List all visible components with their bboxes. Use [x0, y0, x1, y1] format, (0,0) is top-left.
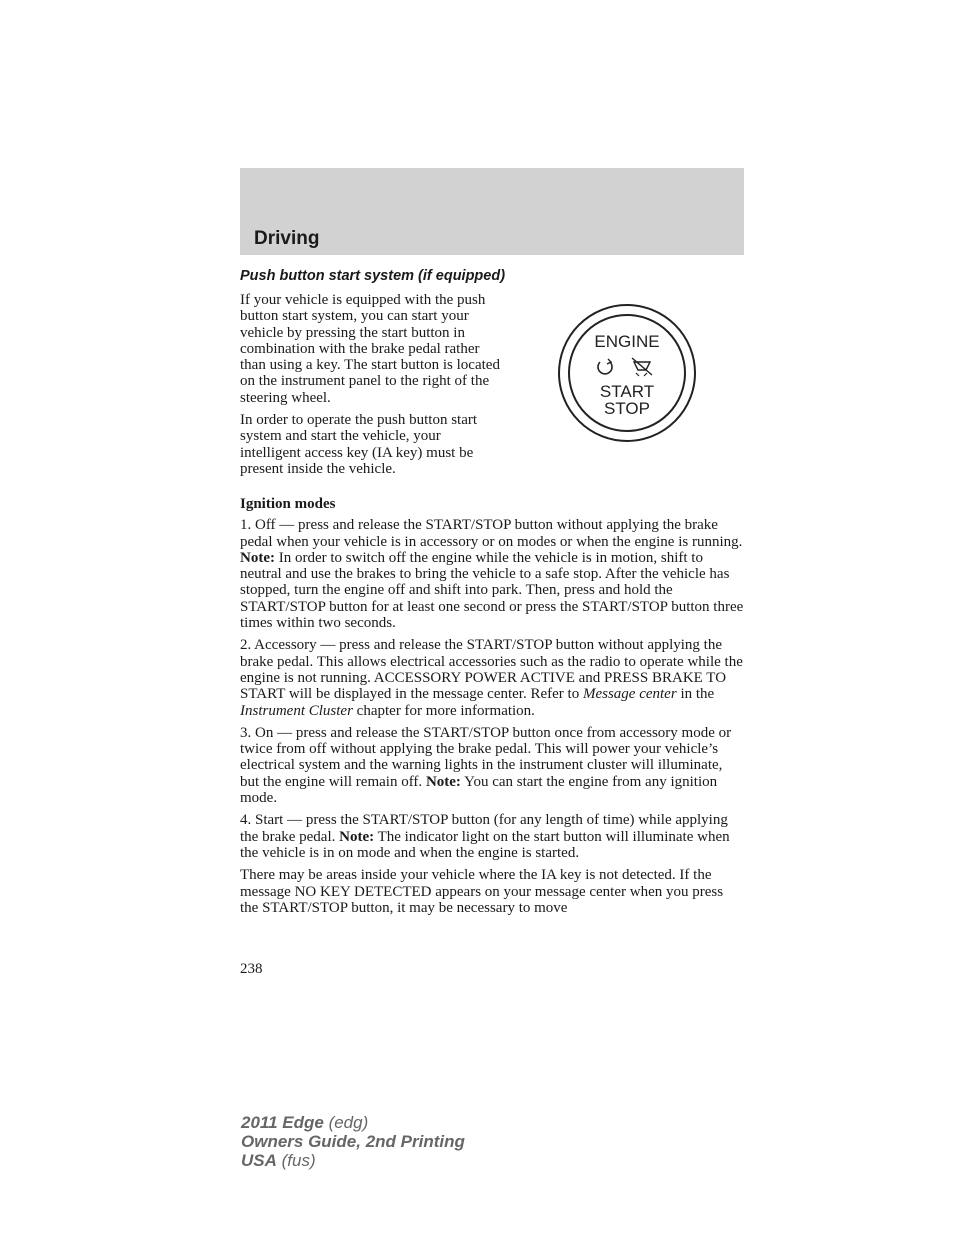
page-number: 238 [240, 961, 263, 977]
ignition-mode-accessory: 2. Accessory — press and release the START/STOP button without applying the brake pedal. This allows electrical accessories such as the radio to operate while the engine is not running. ACCESSORY POWER ACTIVE and PRESS BRAKE TO START will be displayed in the message center. Refer to Message center in the Instrument Cluster chapter for more information. [240, 637, 743, 719]
intro-paragraph-2: In order to operate the push button start system and start the vehicle, your intelligent access key (IA key) must be present inside the vehicle. [240, 412, 478, 477]
intro-paragraph-1: If your vehicle is equipped with the push button start system, you can start your vehicle by pressing the start button in combination with the brake pedal rather than using a key. The start button is located on the instrument panel to the right of the steering wheel. [240, 292, 500, 406]
note-label: Note: [339, 828, 375, 845]
intro-text [240, 292, 500, 483]
cross-reference: Message center [582, 686, 677, 703]
footer-line-2: Owners Guide, 2nd Printing [241, 1132, 465, 1151]
power-cycle-icon [598, 359, 612, 374]
ignition-modes-section [240, 496, 744, 922]
section-header-band [240, 168, 744, 255]
note-label: Note: [425, 773, 461, 790]
stop-label: STOP [604, 399, 650, 418]
ignition-mode-on: 3. On — press and release the START/STOP button once from accessory mode or twice from off without applying the brake pedal. This will power your vehicle’s electrical system and the warning lights in the instrument cluster will illuminate, but the engine will remain off. Note: You can start the engine from any ignition mode. [240, 724, 732, 807]
key-crossed-icon [632, 358, 652, 376]
ignition-mode-off: 1. Off — press and release the START/STOP button without applying the brake pedal when your vehicle is in accessory or on modes or when the engine is running. Note: In order to switch off the engine while the vehicle is in motion, shift to neutral and use the brakes to bring the vehicle to a safe stop. After the vehicle has stopped, turn the engine off and shift into park. Then, press and hold the START/STOP button for at least one second or press the START/STOP button three times within two seconds. [240, 517, 744, 632]
footer-line-3: USA (fus) [241, 1151, 316, 1170]
ia-key-paragraph: There may be areas inside your vehicle where the IA key is not detected. If the message NO KEY DETECTED appears on your message center when you press the START/STOP button, it may be necessary to move [240, 867, 724, 916]
document-footer [241, 1113, 465, 1170]
engine-label: ENGINE [594, 332, 660, 351]
button-icons [592, 356, 662, 378]
engine-start-stop-button-illustration [558, 304, 696, 442]
chapter-title: Driving [254, 228, 320, 249]
ignition-mode-start: 4. Start — press the START/STOP button (for any length of time) while applying the brake pedal. Note: The indicator light on the start button will illuminate when the vehicle is in on mode and when the engine is started. [240, 812, 730, 861]
cross-reference: Instrument Cluster [240, 702, 353, 719]
note-label: Note: [240, 549, 275, 566]
section-title: Push button start system (if equipped) [240, 268, 506, 284]
start-label: START [599, 382, 655, 401]
footer-line-1: 2011 Edge (edg) [241, 1113, 369, 1132]
ignition-modes-heading: Ignition modes [240, 496, 336, 512]
